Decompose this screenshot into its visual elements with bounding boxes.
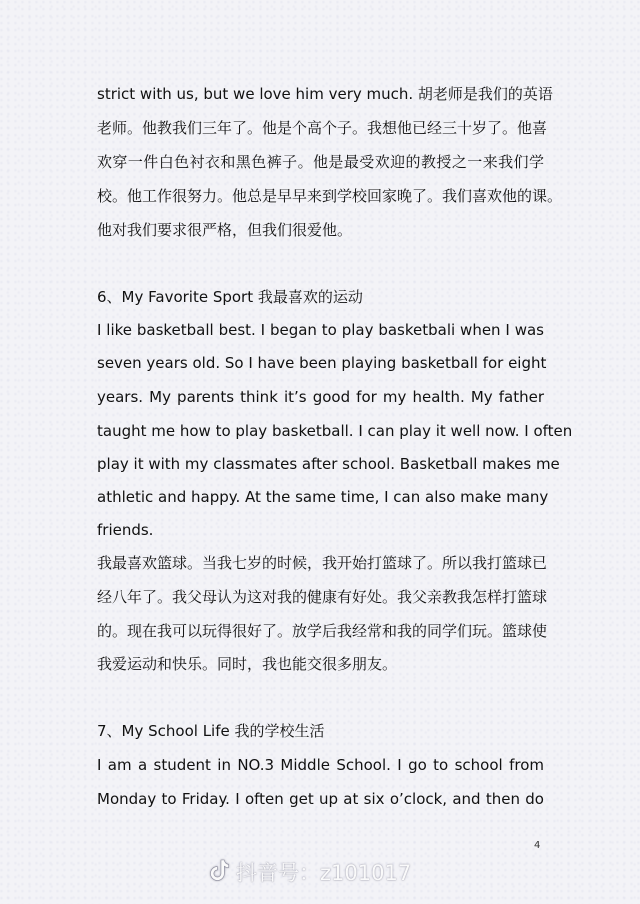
section7-en-line-1: I am a student in NO.3 Middle School. I go to school from [97, 756, 544, 774]
section5-line-1: strict with us, but we love him very much. 胡老师是我们的英语 [97, 85, 553, 103]
section5-line-4: 校。他工作很努力。他总是早早来到学校回家晚了。我们喜欢他的课。 [97, 187, 563, 205]
section6-en-line-1: I like basketball best. I began to play basketbali when I was [97, 321, 544, 339]
page-number: 4 [534, 840, 541, 851]
section5-line-5: 他对我们要求很严格，但我们很爱他。 [97, 221, 353, 239]
section6-en-line-7: friends. [97, 521, 154, 539]
section6-zh-line-3: 的。现在我可以玩得很好了。放学后我经常和我的同学们玩。篮球使 [97, 622, 548, 640]
section6-heading: 6、My Favorite Sport 我最喜欢的运动 [97, 288, 363, 306]
section6-en-line-6: athletic and happy. At the same time, I can also make many [97, 488, 549, 506]
section5-line-2: 老师。他教我们三年了。他是个高个子。我想他已经三十岁了。他喜 [97, 119, 548, 137]
section6-en-line-5: play it with my classmates after school. Basketball makes me [97, 455, 560, 473]
section7-en-line-2: Monday to Friday. I often get up at six o’clock, and then do [97, 790, 544, 808]
section6-zh-line-1: 我最喜欢篮球。当我七岁的时候，我开始打篮球了。所以我打篮球已 [97, 554, 548, 572]
section5-line-3: 欢穿一件白色衬衣和黑色裤子。他是最受欢迎的教授之一来我们学 [97, 153, 544, 171]
section6-en-line-4: taught me how to play basketball. I can play it well now. I often [97, 422, 573, 440]
section6-zh-line-4: 我爱运动和快乐。同时，我也能交很多朋友。 [97, 655, 398, 673]
douyin-watermark [210, 858, 411, 886]
section6-en-line-3: years. My parents think it’s good for my health. My father [97, 388, 544, 406]
section6-en-line-2: seven years old. So I have been playing basketball for eight [97, 354, 547, 372]
section6-zh-line-2: 经八年了。我父母认为这对我的健康有好处。我父亲教我怎样打篮球 [97, 588, 548, 606]
section7-heading: 7、My School Life 我的学校生活 [97, 722, 325, 740]
douyin-logo-icon [210, 859, 230, 886]
watermark-text: 抖音号：z101017 [236, 861, 412, 885]
